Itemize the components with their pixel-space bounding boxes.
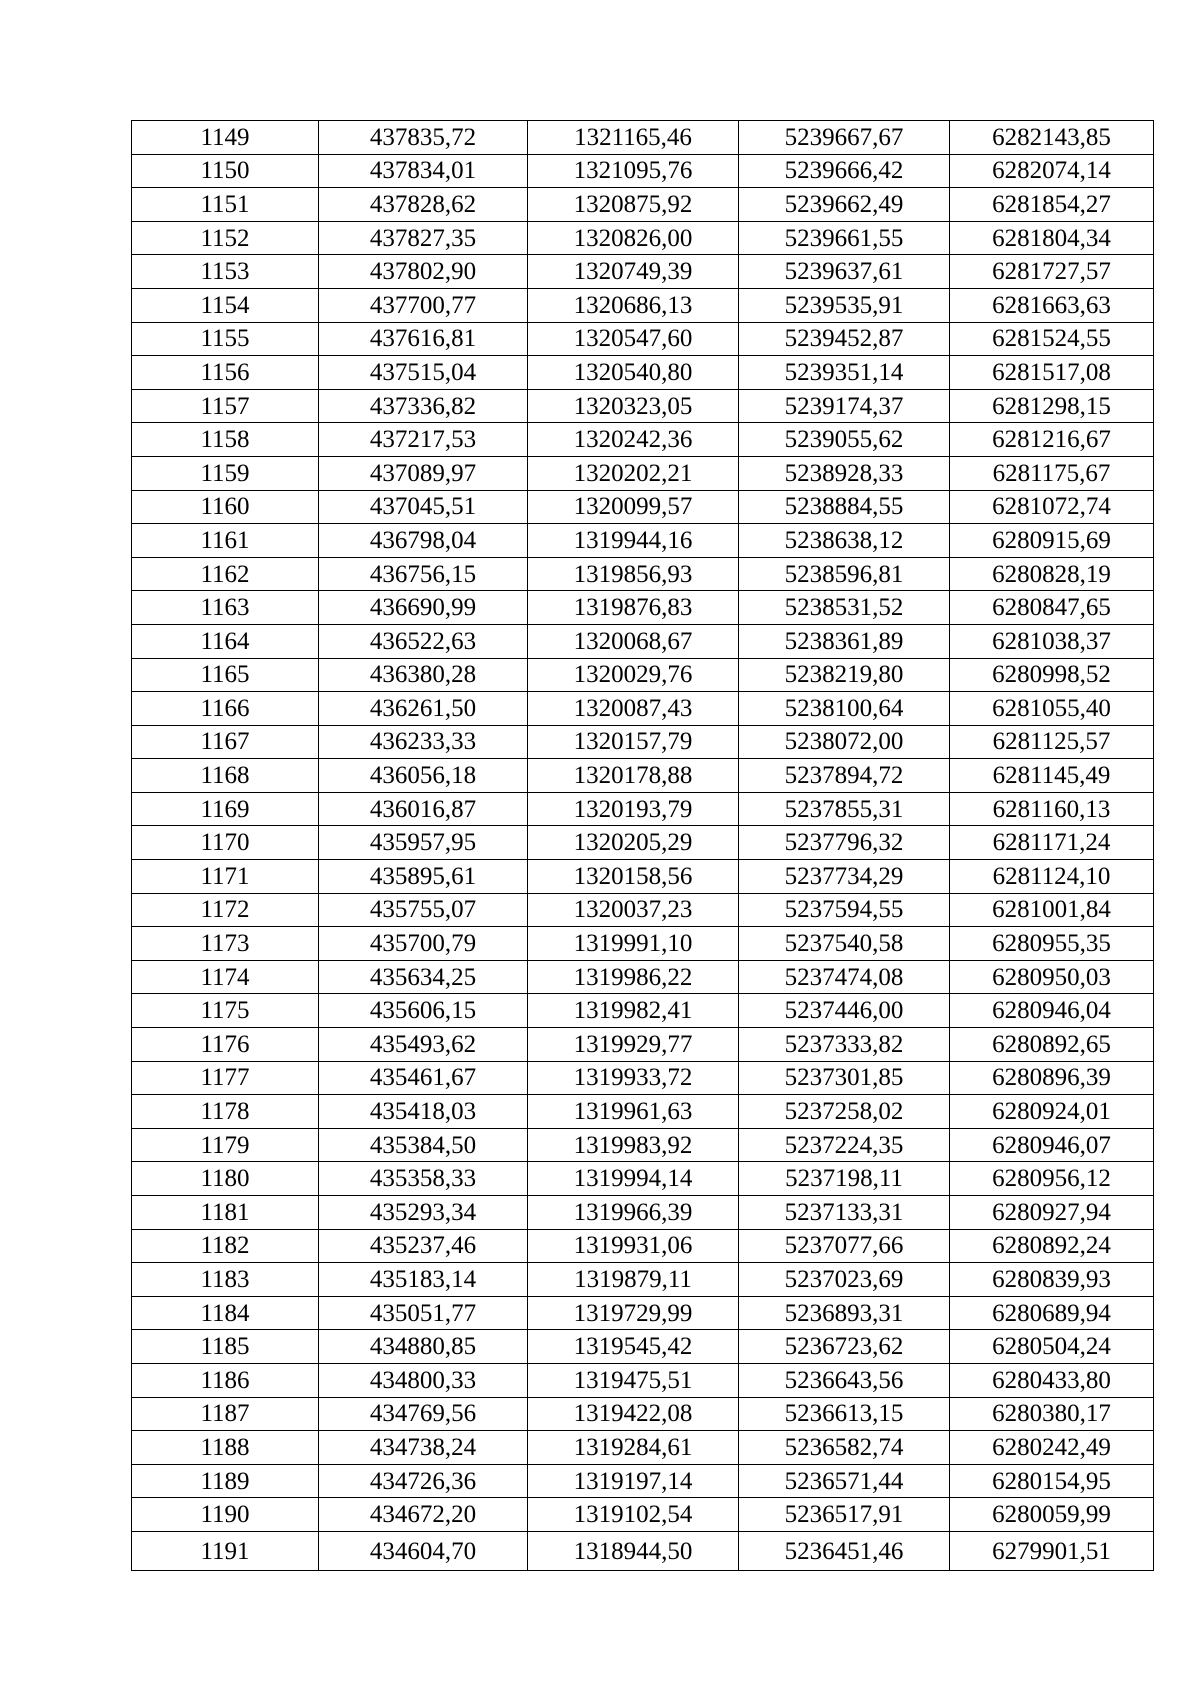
table-row	[132, 1531, 1154, 1570]
point-number-cell: 1149	[132, 121, 319, 155]
y2-coordinate-cell: 6280828,19	[950, 557, 1154, 591]
table-row	[132, 1162, 1154, 1196]
y-coordinate-cell: 1319729,99	[528, 1296, 739, 1330]
x-coordinate-cell: 435755,07	[319, 893, 528, 927]
y-coordinate-cell: 1320875,92	[528, 188, 739, 222]
table-row	[132, 1464, 1154, 1498]
y-coordinate-cell: 1320749,39	[528, 255, 739, 289]
x2-coordinate-cell: 5239666,42	[739, 154, 950, 188]
table-row	[132, 121, 1154, 155]
point-number-cell: 1181	[132, 1196, 319, 1230]
x2-coordinate-cell: 5238531,52	[739, 591, 950, 625]
y2-coordinate-cell: 6280689,94	[950, 1296, 1154, 1330]
x-coordinate-cell: 437089,97	[319, 456, 528, 490]
point-number-cell: 1169	[132, 792, 319, 826]
x2-coordinate-cell: 5239661,55	[739, 221, 950, 255]
y2-coordinate-cell: 6281517,08	[950, 356, 1154, 390]
y-coordinate-cell: 1319986,22	[528, 960, 739, 994]
y2-coordinate-cell: 6281854,27	[950, 188, 1154, 222]
x-coordinate-cell: 434769,56	[319, 1397, 528, 1431]
x2-coordinate-cell: 5236643,56	[739, 1363, 950, 1397]
y-coordinate-cell: 1320202,21	[528, 456, 739, 490]
x-coordinate-cell: 435957,95	[319, 826, 528, 860]
y2-coordinate-cell: 6281072,74	[950, 490, 1154, 524]
x2-coordinate-cell: 5238884,55	[739, 490, 950, 524]
x2-coordinate-cell: 5237198,11	[739, 1162, 950, 1196]
x-coordinate-cell: 437834,01	[319, 154, 528, 188]
y2-coordinate-cell: 6279901,51	[950, 1531, 1154, 1570]
x2-coordinate-cell: 5237855,31	[739, 792, 950, 826]
point-number-cell: 1170	[132, 826, 319, 860]
y-coordinate-cell: 1320087,43	[528, 692, 739, 726]
y-coordinate-cell: 1319983,92	[528, 1128, 739, 1162]
y-coordinate-cell: 1320157,79	[528, 725, 739, 759]
x2-coordinate-cell: 5237474,08	[739, 960, 950, 994]
y-coordinate-cell: 1318944,50	[528, 1531, 739, 1570]
y-coordinate-cell: 1321095,76	[528, 154, 739, 188]
y-coordinate-cell: 1320686,13	[528, 288, 739, 322]
point-number-cell: 1180	[132, 1162, 319, 1196]
x2-coordinate-cell: 5236613,15	[739, 1397, 950, 1431]
x2-coordinate-cell: 5238928,33	[739, 456, 950, 490]
y2-coordinate-cell: 6280950,03	[950, 960, 1154, 994]
y2-coordinate-cell: 6280946,04	[950, 994, 1154, 1028]
y-coordinate-cell: 1320158,56	[528, 860, 739, 894]
y2-coordinate-cell: 6281038,37	[950, 624, 1154, 658]
point-number-cell: 1159	[132, 456, 319, 490]
y-coordinate-cell: 1320242,36	[528, 423, 739, 457]
point-number-cell: 1165	[132, 658, 319, 692]
x2-coordinate-cell: 5239452,87	[739, 322, 950, 356]
y2-coordinate-cell: 6281125,57	[950, 725, 1154, 759]
x-coordinate-cell: 437515,04	[319, 356, 528, 390]
point-number-cell: 1179	[132, 1128, 319, 1162]
point-number-cell: 1161	[132, 524, 319, 558]
y2-coordinate-cell: 6280924,01	[950, 1095, 1154, 1129]
y2-coordinate-cell: 6280154,95	[950, 1464, 1154, 1498]
y2-coordinate-cell: 6280242,49	[950, 1431, 1154, 1465]
point-number-cell: 1178	[132, 1095, 319, 1129]
y-coordinate-cell: 1319102,54	[528, 1498, 739, 1532]
x2-coordinate-cell: 5237734,29	[739, 860, 950, 894]
table-row	[132, 1397, 1154, 1431]
x2-coordinate-cell: 5236571,44	[739, 1464, 950, 1498]
table-row	[132, 1363, 1154, 1397]
table-row	[132, 557, 1154, 591]
point-number-cell: 1177	[132, 1061, 319, 1095]
y-coordinate-cell: 1320068,67	[528, 624, 739, 658]
x2-coordinate-cell: 5236893,31	[739, 1296, 950, 1330]
point-number-cell: 1164	[132, 624, 319, 658]
table-row	[132, 423, 1154, 457]
x2-coordinate-cell: 5237894,72	[739, 759, 950, 793]
table-row	[132, 893, 1154, 927]
table-row	[132, 1061, 1154, 1095]
point-number-cell: 1172	[132, 893, 319, 927]
table-row	[132, 221, 1154, 255]
x2-coordinate-cell: 5237594,55	[739, 893, 950, 927]
y-coordinate-cell: 1320029,76	[528, 658, 739, 692]
table-row	[132, 154, 1154, 188]
x2-coordinate-cell: 5239351,14	[739, 356, 950, 390]
table-row	[132, 1128, 1154, 1162]
table-row	[132, 490, 1154, 524]
x-coordinate-cell: 436690,99	[319, 591, 528, 625]
table-row	[132, 591, 1154, 625]
y2-coordinate-cell: 6280504,24	[950, 1330, 1154, 1364]
x2-coordinate-cell: 5237333,82	[739, 1028, 950, 1062]
y-coordinate-cell: 1319931,06	[528, 1229, 739, 1263]
x-coordinate-cell: 435461,67	[319, 1061, 528, 1095]
y-coordinate-cell: 1319961,63	[528, 1095, 739, 1129]
point-number-cell: 1167	[132, 725, 319, 759]
table-row	[132, 524, 1154, 558]
point-number-cell: 1155	[132, 322, 319, 356]
y-coordinate-cell: 1320099,57	[528, 490, 739, 524]
point-number-cell: 1185	[132, 1330, 319, 1364]
x-coordinate-cell: 437336,82	[319, 389, 528, 423]
x-coordinate-cell: 437616,81	[319, 322, 528, 356]
x2-coordinate-cell: 5237796,32	[739, 826, 950, 860]
y-coordinate-cell: 1320323,05	[528, 389, 739, 423]
point-number-cell: 1162	[132, 557, 319, 591]
point-number-cell: 1152	[132, 221, 319, 255]
x2-coordinate-cell: 5236517,91	[739, 1498, 950, 1532]
x-coordinate-cell: 436056,18	[319, 759, 528, 793]
table-row	[132, 658, 1154, 692]
table-row	[132, 624, 1154, 658]
y2-coordinate-cell: 6281804,34	[950, 221, 1154, 255]
point-number-cell: 1190	[132, 1498, 319, 1532]
x2-coordinate-cell: 5239637,61	[739, 255, 950, 289]
point-number-cell: 1182	[132, 1229, 319, 1263]
y2-coordinate-cell: 6281524,55	[950, 322, 1154, 356]
table-row	[132, 1296, 1154, 1330]
x-coordinate-cell: 436522,63	[319, 624, 528, 658]
table-row	[132, 860, 1154, 894]
y2-coordinate-cell: 6281001,84	[950, 893, 1154, 927]
table-row	[132, 1095, 1154, 1129]
y2-coordinate-cell: 6281663,63	[950, 288, 1154, 322]
x2-coordinate-cell: 5237224,35	[739, 1128, 950, 1162]
y-coordinate-cell: 1320205,29	[528, 826, 739, 860]
table-row	[132, 994, 1154, 1028]
y2-coordinate-cell: 6281216,67	[950, 423, 1154, 457]
y2-coordinate-cell: 6281171,24	[950, 826, 1154, 860]
y-coordinate-cell: 1319966,39	[528, 1196, 739, 1230]
x2-coordinate-cell: 5238638,12	[739, 524, 950, 558]
x2-coordinate-cell: 5239662,49	[739, 188, 950, 222]
x-coordinate-cell: 436233,33	[319, 725, 528, 759]
table-row	[132, 1431, 1154, 1465]
x-coordinate-cell: 435493,62	[319, 1028, 528, 1062]
table-row	[132, 1196, 1154, 1230]
point-number-cell: 1173	[132, 927, 319, 961]
x-coordinate-cell: 434672,20	[319, 1498, 528, 1532]
y2-coordinate-cell: 6280896,39	[950, 1061, 1154, 1095]
x-coordinate-cell: 436261,50	[319, 692, 528, 726]
y2-coordinate-cell: 6282143,85	[950, 121, 1154, 155]
table-row	[132, 456, 1154, 490]
table-row	[132, 826, 1154, 860]
table-row	[132, 1229, 1154, 1263]
x2-coordinate-cell: 5237258,02	[739, 1095, 950, 1129]
y-coordinate-cell: 1319929,77	[528, 1028, 739, 1062]
point-number-cell: 1187	[132, 1397, 319, 1431]
y2-coordinate-cell: 6281727,57	[950, 255, 1154, 289]
x-coordinate-cell: 435051,77	[319, 1296, 528, 1330]
x-coordinate-cell: 435237,46	[319, 1229, 528, 1263]
y-coordinate-cell: 1319982,41	[528, 994, 739, 1028]
point-number-cell: 1157	[132, 389, 319, 423]
point-number-cell: 1186	[132, 1363, 319, 1397]
x-coordinate-cell: 437835,72	[319, 121, 528, 155]
y-coordinate-cell: 1319197,14	[528, 1464, 739, 1498]
x2-coordinate-cell: 5238219,80	[739, 658, 950, 692]
point-number-cell: 1184	[132, 1296, 319, 1330]
x-coordinate-cell: 436798,04	[319, 524, 528, 558]
x-coordinate-cell: 434738,24	[319, 1431, 528, 1465]
point-number-cell: 1191	[132, 1531, 319, 1570]
y-coordinate-cell: 1319879,11	[528, 1263, 739, 1297]
y-coordinate-cell: 1319876,83	[528, 591, 739, 625]
table-row	[132, 288, 1154, 322]
x-coordinate-cell: 435183,14	[319, 1263, 528, 1297]
table-row	[132, 1330, 1154, 1364]
y-coordinate-cell: 1319284,61	[528, 1431, 739, 1465]
x2-coordinate-cell: 5238361,89	[739, 624, 950, 658]
x2-coordinate-cell: 5238100,64	[739, 692, 950, 726]
point-number-cell: 1158	[132, 423, 319, 457]
x-coordinate-cell: 437045,51	[319, 490, 528, 524]
y2-coordinate-cell: 6280956,12	[950, 1162, 1154, 1196]
x-coordinate-cell: 436016,87	[319, 792, 528, 826]
x-coordinate-cell: 434726,36	[319, 1464, 528, 1498]
table-row	[132, 356, 1154, 390]
x2-coordinate-cell: 5237540,58	[739, 927, 950, 961]
table-row	[132, 759, 1154, 793]
point-number-cell: 1168	[132, 759, 319, 793]
x2-coordinate-cell: 5239055,62	[739, 423, 950, 457]
x2-coordinate-cell: 5237077,66	[739, 1229, 950, 1263]
y-coordinate-cell: 1320547,60	[528, 322, 739, 356]
y2-coordinate-cell: 6281124,10	[950, 860, 1154, 894]
y-coordinate-cell: 1319944,16	[528, 524, 739, 558]
y2-coordinate-cell: 6280915,69	[950, 524, 1154, 558]
y2-coordinate-cell: 6281145,49	[950, 759, 1154, 793]
y2-coordinate-cell: 6280433,80	[950, 1363, 1154, 1397]
table-row	[132, 927, 1154, 961]
y2-coordinate-cell: 6281055,40	[950, 692, 1154, 726]
y2-coordinate-cell: 6282074,14	[950, 154, 1154, 188]
x-coordinate-cell: 437217,53	[319, 423, 528, 457]
table-row	[132, 188, 1154, 222]
x-coordinate-cell: 434800,33	[319, 1363, 528, 1397]
point-number-cell: 1160	[132, 490, 319, 524]
y-coordinate-cell: 1319994,14	[528, 1162, 739, 1196]
y2-coordinate-cell: 6280927,94	[950, 1196, 1154, 1230]
y2-coordinate-cell: 6280380,17	[950, 1397, 1154, 1431]
x-coordinate-cell: 437802,90	[319, 255, 528, 289]
y2-coordinate-cell: 6280955,35	[950, 927, 1154, 961]
table-row	[132, 960, 1154, 994]
x2-coordinate-cell: 5237301,85	[739, 1061, 950, 1095]
x2-coordinate-cell: 5237133,31	[739, 1196, 950, 1230]
y-coordinate-cell: 1320540,80	[528, 356, 739, 390]
y2-coordinate-cell: 6280892,65	[950, 1028, 1154, 1062]
x2-coordinate-cell: 5239667,67	[739, 121, 950, 155]
point-number-cell: 1153	[132, 255, 319, 289]
x-coordinate-cell: 435358,33	[319, 1162, 528, 1196]
point-number-cell: 1156	[132, 356, 319, 390]
x-coordinate-cell: 436756,15	[319, 557, 528, 591]
point-number-cell: 1175	[132, 994, 319, 1028]
y-coordinate-cell: 1319422,08	[528, 1397, 739, 1431]
x-coordinate-cell: 437827,35	[319, 221, 528, 255]
y-coordinate-cell: 1319991,10	[528, 927, 739, 961]
x-coordinate-cell: 436380,28	[319, 658, 528, 692]
x2-coordinate-cell: 5239535,91	[739, 288, 950, 322]
point-number-cell: 1154	[132, 288, 319, 322]
y2-coordinate-cell: 6280998,52	[950, 658, 1154, 692]
y-coordinate-cell: 1320178,88	[528, 759, 739, 793]
y2-coordinate-cell: 6280946,07	[950, 1128, 1154, 1162]
x-coordinate-cell: 435606,15	[319, 994, 528, 1028]
y2-coordinate-cell: 6280847,65	[950, 591, 1154, 625]
y-coordinate-cell: 1321165,46	[528, 121, 739, 155]
point-number-cell: 1174	[132, 960, 319, 994]
table-row	[132, 322, 1154, 356]
x-coordinate-cell: 435634,25	[319, 960, 528, 994]
x2-coordinate-cell: 5238072,00	[739, 725, 950, 759]
point-number-cell: 1171	[132, 860, 319, 894]
table-row	[132, 692, 1154, 726]
coordinates-table-body	[132, 121, 1154, 1571]
x2-coordinate-cell: 5236451,46	[739, 1531, 950, 1570]
x-coordinate-cell: 437828,62	[319, 188, 528, 222]
y2-coordinate-cell: 6280839,93	[950, 1263, 1154, 1297]
x-coordinate-cell: 435384,50	[319, 1128, 528, 1162]
x-coordinate-cell: 435293,34	[319, 1196, 528, 1230]
table-row	[132, 725, 1154, 759]
y-coordinate-cell: 1320037,23	[528, 893, 739, 927]
y2-coordinate-cell: 6280059,99	[950, 1498, 1154, 1532]
y-coordinate-cell: 1319856,93	[528, 557, 739, 591]
point-number-cell: 1151	[132, 188, 319, 222]
point-number-cell: 1150	[132, 154, 319, 188]
x2-coordinate-cell: 5237023,69	[739, 1263, 950, 1297]
x-coordinate-cell: 437700,77	[319, 288, 528, 322]
point-number-cell: 1166	[132, 692, 319, 726]
x-coordinate-cell: 434880,85	[319, 1330, 528, 1364]
point-number-cell: 1189	[132, 1464, 319, 1498]
point-number-cell: 1176	[132, 1028, 319, 1062]
x2-coordinate-cell: 5236582,74	[739, 1431, 950, 1465]
y2-coordinate-cell: 6281160,13	[950, 792, 1154, 826]
table-row	[132, 389, 1154, 423]
x2-coordinate-cell: 5237446,00	[739, 994, 950, 1028]
point-number-cell: 1183	[132, 1263, 319, 1297]
x2-coordinate-cell: 5238596,81	[739, 557, 950, 591]
y-coordinate-cell: 1320193,79	[528, 792, 739, 826]
x-coordinate-cell: 435700,79	[319, 927, 528, 961]
x2-coordinate-cell: 5239174,37	[739, 389, 950, 423]
y2-coordinate-cell: 6281298,15	[950, 389, 1154, 423]
point-number-cell: 1163	[132, 591, 319, 625]
y2-coordinate-cell: 6280892,24	[950, 1229, 1154, 1263]
x-coordinate-cell: 435895,61	[319, 860, 528, 894]
y-coordinate-cell: 1319933,72	[528, 1061, 739, 1095]
table-row	[132, 1028, 1154, 1062]
y2-coordinate-cell: 6281175,67	[950, 456, 1154, 490]
table-row	[132, 792, 1154, 826]
y-coordinate-cell: 1319475,51	[528, 1363, 739, 1397]
x-coordinate-cell: 434604,70	[319, 1531, 528, 1570]
table-row	[132, 1263, 1154, 1297]
coordinates-table	[131, 120, 1154, 1571]
x2-coordinate-cell: 5236723,62	[739, 1330, 950, 1364]
table-row	[132, 255, 1154, 289]
x-coordinate-cell: 435418,03	[319, 1095, 528, 1129]
y-coordinate-cell: 1320826,00	[528, 221, 739, 255]
table-row	[132, 1498, 1154, 1532]
point-number-cell: 1188	[132, 1431, 319, 1465]
y-coordinate-cell: 1319545,42	[528, 1330, 739, 1364]
